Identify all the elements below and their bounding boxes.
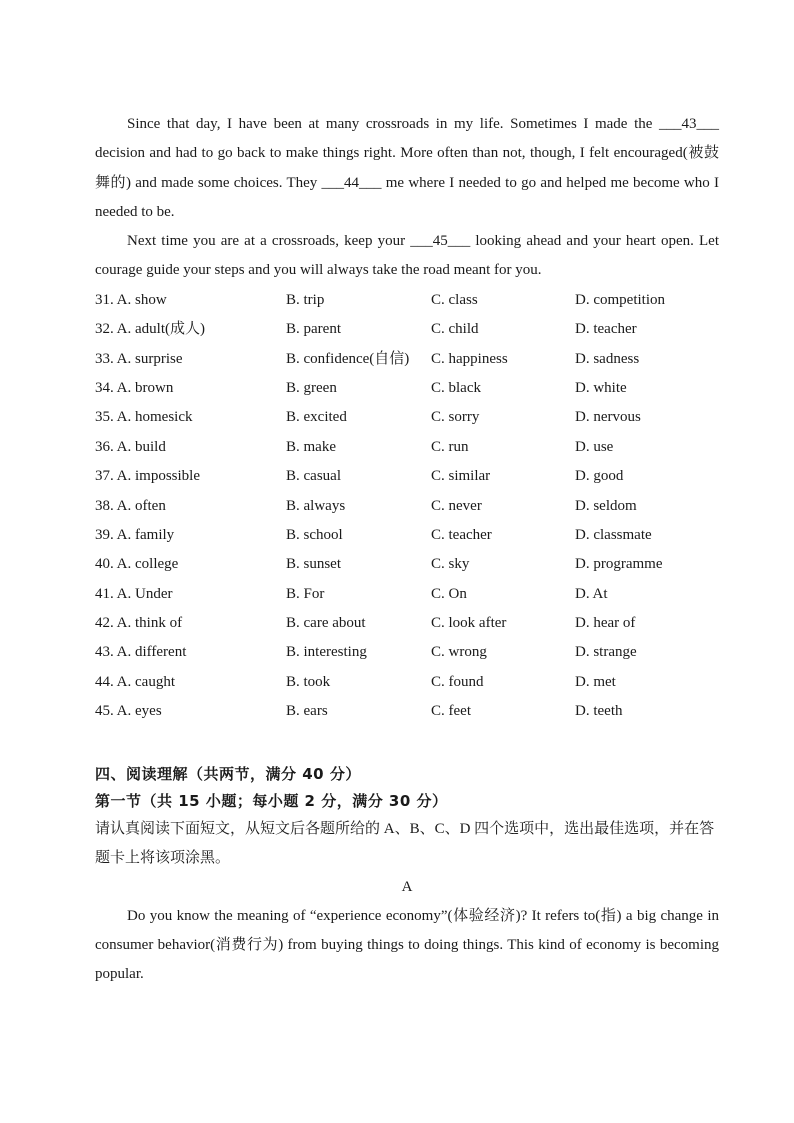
section-instruction: 请认真阅读下面短文，从短文后各题所给的 A、B、C、D 四个选项中，选出最佳选项，并在答题卡上将该项涂黑。 [95, 820, 715, 866]
option-d: D. teeth [575, 703, 623, 720]
question-row [95, 433, 719, 462]
option-c: C. run [431, 438, 469, 455]
question-row [95, 462, 719, 491]
option-c: C. found [431, 673, 484, 690]
option-c: C. teacher [431, 526, 492, 543]
option-b: B. confidence(自信) [286, 350, 410, 367]
option-b: B. trip [286, 291, 325, 308]
option-b: B. parent [286, 321, 341, 338]
option-d: D. use [575, 438, 614, 455]
question-row [95, 580, 719, 609]
option-b: B. ears [286, 703, 328, 720]
option-d: D. At [575, 585, 608, 602]
option-a: 37. A. impossible [95, 468, 201, 485]
option-b: B. care about [286, 615, 366, 632]
option-b: B. For [286, 585, 325, 602]
option-a: 38. A. often [95, 497, 166, 514]
question-row [95, 638, 719, 667]
option-b: B. make [286, 438, 336, 455]
option-c: C. look after [431, 615, 507, 632]
option-b: B. excited [286, 409, 347, 426]
option-c: C. never [431, 497, 482, 514]
option-a: 44. A. caught [95, 673, 175, 690]
option-c: C. class [431, 291, 478, 308]
options-list [95, 286, 719, 727]
option-b: B. interesting [286, 644, 367, 661]
option-c: C. child [431, 321, 479, 338]
question-row [95, 403, 719, 432]
question-row [95, 315, 719, 344]
option-d: D. teacher [575, 321, 637, 338]
option-d: D. competition [575, 291, 665, 308]
question-row [95, 286, 719, 315]
question-row [95, 492, 719, 521]
option-a: 36. A. build [95, 438, 166, 455]
option-d: D. good [575, 468, 624, 485]
option-d: D. hear of [575, 615, 636, 632]
option-b: B. always [286, 497, 346, 514]
option-a: 35. A. homesick [95, 409, 193, 426]
option-c: C. black [431, 379, 481, 396]
option-b: B. took [286, 673, 331, 690]
option-a: 39. A. family [95, 526, 175, 543]
option-c: C. sorry [431, 409, 480, 426]
document-page [95, 110, 719, 990]
option-a: 43. A. different [95, 644, 187, 661]
option-d: D. sadness [575, 350, 640, 367]
option-d: D. programme [575, 556, 663, 573]
question-row [95, 345, 719, 374]
option-d: D. met [575, 673, 616, 690]
section-heading: 四、阅读理解（共两节，满分 40 分） [95, 764, 361, 783]
reading-passage-a: Do you know the meaning of “experience economy”(体验经济)? It refers to(指) a big change in consumer behavior(消费行为) from buying things to doing things. This kind of economy is becoming popular. [95, 907, 719, 983]
option-b: B. casual [286, 468, 341, 485]
option-a: 42. A. think of [95, 615, 183, 632]
option-b: B. green [286, 379, 337, 396]
option-c: C. On [431, 585, 467, 602]
option-a: 41. A. Under [95, 585, 173, 602]
option-a: 45. A. eyes [95, 703, 162, 720]
option-d: D. nervous [575, 409, 641, 426]
option-d: D. strange [575, 644, 637, 661]
question-row [95, 697, 719, 726]
option-c: C. wrong [431, 644, 487, 661]
passage-label: A [401, 878, 413, 895]
question-row [95, 668, 719, 697]
option-d: D. seldom [575, 497, 637, 514]
question-row [95, 521, 719, 550]
option-a: 33. A. surprise [95, 350, 183, 367]
question-row [95, 550, 719, 579]
option-d: D. white [575, 379, 627, 396]
option-c: C. sky [431, 556, 470, 573]
option-c: C. happiness [431, 350, 508, 367]
option-a: 40. A. college [95, 556, 179, 573]
option-b: B. sunset [286, 556, 342, 573]
question-row [95, 609, 719, 638]
passage-paragraph-1: Since that day, I have been at many crossroads in my life. Sometimes I made the ___43___ decision and had to go back to make things right. More often than not, though, I felt encouraged(被鼓舞的) and made some choices. They ___44___ me where I needed to go and helped me become who I needed to be. [95, 116, 719, 220]
option-d: D. classmate [575, 526, 652, 543]
option-a: 32. A. adult(成人) [95, 321, 205, 338]
question-row [95, 374, 719, 403]
reading-section [95, 761, 719, 990]
option-c: C. similar [431, 468, 491, 485]
option-c: C. feet [431, 703, 471, 720]
option-a: 31. A. show [95, 291, 167, 308]
option-b: B. school [286, 526, 343, 543]
section-subheading: 第一节（共 15 小题；每小题 2 分，满分 30 分） [95, 791, 448, 810]
passage-paragraph-2: Next time you are at a crossroads, keep your ___45___ looking ahead and your heart open. Let courage guide your steps and you will always take the road meant for you. [95, 233, 719, 279]
option-a: 34. A. brown [95, 379, 174, 396]
